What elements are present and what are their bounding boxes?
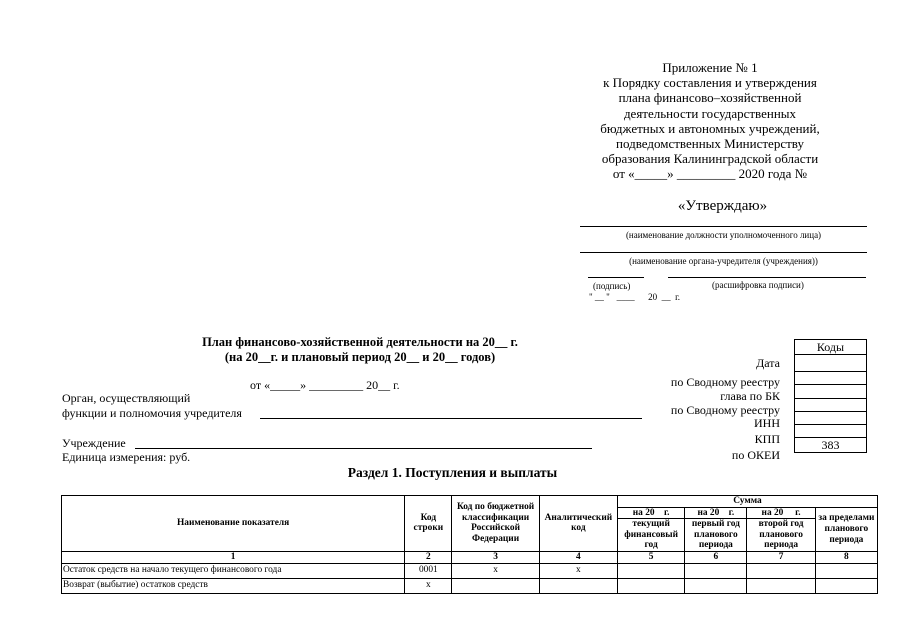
appendix-line: деятельности государственных xyxy=(623,105,797,121)
row-code: x xyxy=(405,578,452,593)
section-title: Раздел 1. Поступления и выплаты xyxy=(347,465,558,480)
codes-header: Коды xyxy=(795,340,867,355)
appendix-line: подведомственных Министерству xyxy=(616,136,804,152)
codes-table xyxy=(794,339,867,453)
plan-title xyxy=(150,335,570,365)
header-budget-code: Код по бюджетной классификации Российской Федерации xyxy=(452,496,539,552)
row-sum-first[interactable] xyxy=(685,563,747,578)
row-sum-second[interactable] xyxy=(747,563,815,578)
row-sum-beyond[interactable] xyxy=(815,563,877,578)
column-numbers-row xyxy=(62,551,878,563)
decoding-caption: (расшифровка подписи) xyxy=(712,280,804,290)
row-sum-second[interactable] xyxy=(747,578,815,593)
codes-label-kpp: КПП xyxy=(754,432,780,446)
signature-caption: (подпись) xyxy=(593,281,631,291)
codes-cell-registry[interactable] xyxy=(795,372,867,385)
signature-line[interactable] xyxy=(588,277,644,278)
row-sum-current[interactable] xyxy=(618,578,685,593)
unit-label: Единица измерения: руб. xyxy=(62,450,191,464)
table-row xyxy=(62,563,878,578)
row-kbk: x xyxy=(452,563,539,578)
column-number: 8 xyxy=(815,551,877,563)
codes-label-registry2: по Сводному реестру xyxy=(670,403,780,417)
header-year-second: на 20 г. xyxy=(747,507,815,519)
header-sum: Сумма xyxy=(618,496,878,508)
header-first-sub: первый год планового периода xyxy=(685,519,747,552)
header-second-sub: второй год планового периода xyxy=(747,519,815,552)
position-line[interactable] xyxy=(580,226,867,227)
column-number: 4 xyxy=(539,551,617,563)
row-sum-current[interactable] xyxy=(618,563,685,578)
appendix-block xyxy=(560,60,860,182)
codes-label-okei: по ОКЕИ xyxy=(731,448,780,462)
header-beyond: за пределами планового периода xyxy=(815,507,877,551)
founder-caption: (наименование органа-учредителя (учреждения)) xyxy=(629,256,818,266)
institution-field[interactable] xyxy=(135,448,592,449)
founder-line[interactable] xyxy=(580,252,867,253)
codes-cell-bk[interactable] xyxy=(795,385,867,398)
header-line-code: Код строки xyxy=(405,496,452,552)
position-caption: (наименование должности уполномоченного лица) xyxy=(625,230,822,240)
codes-label-registry: по Сводному реестру xyxy=(670,375,780,389)
organ-label-line2: функции и полномочия учредителя xyxy=(62,406,242,420)
plan-date: от «_____» _________ 20__ г. xyxy=(250,378,400,392)
row-sum-first[interactable] xyxy=(685,578,747,593)
appendix-line: образования Калининградской области xyxy=(601,151,819,167)
column-number: 7 xyxy=(747,551,815,563)
institution-label: Учреждение xyxy=(62,436,126,450)
row-kbk xyxy=(452,578,539,593)
codes-label-date: Дата xyxy=(756,356,780,370)
codes-cell-inn[interactable] xyxy=(795,411,867,424)
row-analytic xyxy=(539,578,617,593)
header-year-first: на 20 г. xyxy=(685,507,747,519)
appendix-line: от «_____» _________ 2020 года № xyxy=(612,166,808,182)
codes-cell-kpp[interactable] xyxy=(795,425,867,438)
codes-cell-okei[interactable]: 383 xyxy=(795,438,867,453)
appendix-line: плана финансово–хозяйственной xyxy=(618,90,802,106)
row-name: Остаток средств на начало текущего финансового года xyxy=(62,563,405,578)
row-name: Возврат (выбытие) остатков средств xyxy=(62,578,405,593)
codes-cell-registry2[interactable] xyxy=(795,398,867,411)
plan-title-line2: (на 20__г. и плановый период 20__ и 20__ годов) xyxy=(224,350,496,364)
appendix-line: к Порядку составления и утверждения xyxy=(603,75,817,91)
row-code: 0001 xyxy=(405,563,452,578)
column-number: 6 xyxy=(685,551,747,563)
column-number: 5 xyxy=(618,551,685,563)
decoding-line[interactable] xyxy=(668,277,866,278)
plan-title-line1: План финансово-хозяйственной деятельности на 20__ г. xyxy=(202,335,518,349)
column-number: 1 xyxy=(62,551,405,563)
header-year-current: на 20 г. xyxy=(618,507,685,519)
column-number: 2 xyxy=(405,551,452,563)
organ-label-line1: Орган, осуществляющий xyxy=(62,391,191,405)
appendix-line: Приложение № 1 xyxy=(662,60,758,75)
codes-label-inn: ИНН xyxy=(754,416,780,430)
codes-cell-date[interactable] xyxy=(795,355,867,372)
row-analytic: x xyxy=(539,563,617,578)
header-current-sub: текущий финансовый год xyxy=(618,519,685,552)
approval-title: «Утверждаю» xyxy=(677,198,768,214)
header-indicator: Наименование показателя xyxy=(62,496,405,552)
receipts-payments-table xyxy=(61,495,878,594)
column-number: 3 xyxy=(452,551,539,563)
header-analytic-code: Аналитический код xyxy=(539,496,617,552)
appendix-line: бюджетных и автономных учреждений, xyxy=(600,120,820,136)
table-row xyxy=(62,578,878,593)
row-sum-beyond[interactable] xyxy=(815,578,877,593)
approval-date: " __ " ____ 20 __ г. xyxy=(589,292,681,302)
codes-label-bk: глава по БК xyxy=(720,389,780,403)
